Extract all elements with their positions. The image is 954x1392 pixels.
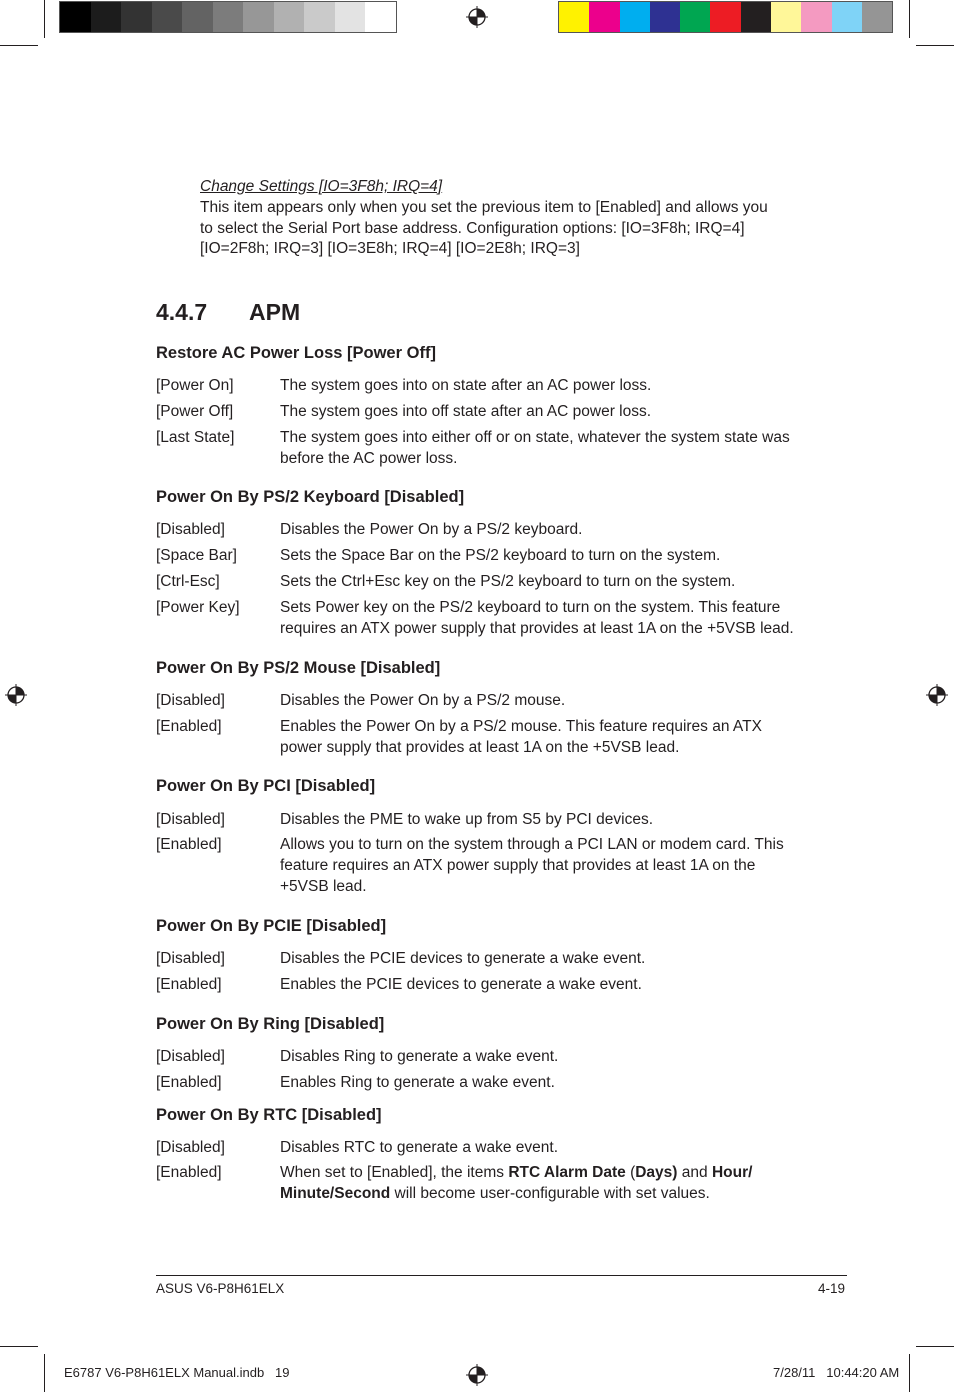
change-settings-title: Change Settings [IO=3F8h; IRQ=4]: [200, 178, 443, 195]
description-line: feature requires an ATX power supply that provides at least 1A on the: [280, 857, 756, 874]
color-swatch: [365, 2, 396, 32]
option-group-title: Power On By Ring [Disabled]: [156, 1015, 385, 1033]
option-description: [280, 1072, 810, 1093]
footer-page-number: 4-19: [818, 1281, 846, 1296]
change-settings-description: [200, 198, 800, 260]
description-line: Enables the PCIE devices to generate a wake event.: [280, 976, 642, 993]
process-color-bar: [558, 1, 893, 33]
text-segment: (: [625, 1164, 636, 1181]
crop-mark: [44, 1354, 45, 1392]
emphasized-text: Minute/Second: [280, 1185, 391, 1202]
option-description: [280, 809, 810, 830]
grayscale-color-bar: [59, 1, 397, 33]
color-swatch: [771, 2, 801, 32]
option-description: [280, 1137, 810, 1158]
option-value: [Enabled]: [156, 1074, 222, 1091]
description-line: before the AC power loss.: [280, 450, 458, 467]
registration-target-icon: [466, 6, 488, 28]
color-swatch: [832, 2, 862, 32]
option-description: [280, 571, 810, 592]
color-swatch: [182, 2, 213, 32]
option-description: [280, 974, 810, 995]
description-line: Disables RTC to generate a wake event.: [280, 1139, 559, 1156]
color-swatch: [91, 2, 122, 32]
description-line: [280, 1183, 810, 1204]
color-swatch: [243, 2, 274, 32]
description-line: The system goes into either off or on state, whatever the system state was: [280, 429, 790, 446]
option-value: [Power On]: [156, 377, 234, 394]
option-description: [280, 375, 810, 396]
crop-mark: [909, 1354, 910, 1392]
color-swatch: [335, 2, 366, 32]
description-line: Sets Power key on the PS/2 keyboard to turn on the system. This feature: [280, 599, 781, 616]
description-line: This item appears only when you set the previous item to [Enabled] and allows you: [200, 199, 768, 216]
description-line: Allows you to turn on the system through a PCI LAN or modem card. This: [280, 836, 784, 853]
crop-mark: [909, 0, 910, 38]
text-segment: and: [677, 1164, 712, 1181]
section-number: 4.4.7: [156, 299, 208, 325]
color-swatch: [862, 2, 892, 32]
description-line: Sets the Space Bar on the PS/2 keyboard to turn on the system.: [280, 547, 721, 564]
section-title: APM: [249, 299, 301, 325]
crop-mark: [44, 0, 45, 38]
option-value: [Enabled]: [156, 1164, 222, 1181]
option-description: [280, 401, 810, 422]
text-segment: When set to [Enabled], the items: [280, 1164, 509, 1181]
color-swatch: [620, 2, 650, 32]
option-value: [Ctrl-Esc]: [156, 573, 220, 590]
emphasized-text: Days): [635, 1164, 678, 1181]
text-segment: will become user-configurable with set values.: [390, 1185, 710, 1202]
crop-mark: [0, 1346, 38, 1347]
description-line: Enables the Power On by a PS/2 mouse. This feature requires an ATX: [280, 718, 762, 735]
description-line: [280, 1162, 810, 1183]
option-value: [Enabled]: [156, 836, 222, 853]
option-description: [280, 948, 810, 969]
option-group-title: Power On By PCI [Disabled]: [156, 777, 376, 795]
color-swatch: [710, 2, 740, 32]
option-description: [280, 716, 810, 758]
option-value: [Space Bar]: [156, 547, 237, 564]
color-swatch: [213, 2, 244, 32]
color-swatch: [680, 2, 710, 32]
color-swatch: [121, 2, 152, 32]
print-slug-timestamp: 7/28/11 10:44:20 AM: [773, 1365, 900, 1380]
crop-mark: [916, 1346, 954, 1347]
option-value: [Disabled]: [156, 521, 225, 538]
description-line: Disables the PME to wake up from S5 by PCI devices.: [280, 811, 654, 828]
description-line: Disables Ring to generate a wake event.: [280, 1048, 559, 1065]
option-value: [Disabled]: [156, 811, 225, 828]
description-line: The system goes into off state after an AC power loss.: [280, 403, 652, 420]
option-group-title: Power On By RTC [Disabled]: [156, 1106, 382, 1124]
option-value: [Disabled]: [156, 692, 225, 709]
description-line: +5VSB lead.: [280, 878, 367, 895]
option-value: [Enabled]: [156, 718, 222, 735]
registration-target-icon: [926, 684, 948, 706]
option-value: [Disabled]: [156, 1139, 225, 1156]
description-line: The system goes into on state after an AC power loss.: [280, 377, 652, 394]
description-line: Disables the Power On by a PS/2 keyboard.: [280, 521, 583, 538]
option-group-title: Power On By PCIE [Disabled]: [156, 917, 387, 935]
option-group-title: Power On By PS/2 Mouse [Disabled]: [156, 659, 441, 677]
option-description: [280, 690, 810, 711]
color-swatch: [589, 2, 619, 32]
color-swatch: [801, 2, 831, 32]
color-swatch: [60, 2, 91, 32]
registration-target-icon: [466, 1364, 488, 1386]
description-line: Enables Ring to generate a wake event.: [280, 1074, 555, 1091]
option-description: [280, 834, 810, 897]
option-group-title: Restore AC Power Loss [Power Off]: [156, 344, 436, 362]
color-swatch: [152, 2, 183, 32]
description-line: Disables the PCIE devices to generate a wake event.: [280, 950, 646, 967]
color-swatch: [741, 2, 771, 32]
description-line: Disables the Power On by a PS/2 mouse.: [280, 692, 566, 709]
option-description: [280, 597, 810, 639]
registration-target-icon: [5, 684, 27, 706]
option-value: [Disabled]: [156, 1048, 225, 1065]
option-description: [280, 1046, 810, 1067]
crop-mark: [0, 45, 38, 46]
emphasized-text: Hour/: [711, 1164, 753, 1181]
option-group-title: Power On By PS/2 Keyboard [Disabled]: [156, 488, 465, 506]
description-line: Sets the Ctrl+Esc key on the PS/2 keyboard to turn on the system.: [280, 573, 736, 590]
color-swatch: [559, 2, 589, 32]
color-swatch: [304, 2, 335, 32]
description-line: power supply that provides at least 1A on the +5VSB lead.: [280, 739, 680, 756]
option-value: [Power Off]: [156, 403, 234, 420]
option-value: [Power Key]: [156, 599, 240, 616]
option-value: [Last State]: [156, 429, 235, 446]
option-value: [Disabled]: [156, 950, 225, 967]
color-swatch: [650, 2, 680, 32]
option-description: [280, 1162, 810, 1204]
emphasized-text: RTC Alarm Date: [508, 1164, 626, 1181]
description-line: to select the Serial Port base address. Configuration options: [IO=3F8h; IRQ=4]: [200, 219, 745, 237]
footer-model: ASUS V6-P8H61ELX: [156, 1281, 285, 1296]
option-description: [280, 519, 810, 540]
description-line: requires an ATX power supply that provides at least 1A on the +5VSB lead.: [280, 620, 794, 637]
crop-mark: [916, 45, 954, 46]
print-slug-file: E6787 V6-P8H61ELX Manual.indb 19: [64, 1365, 290, 1380]
description-line: [IO=2F8h; IRQ=3] [IO=3E8h; IRQ=4] [IO=2E8h; IRQ=3]: [200, 240, 580, 257]
footer-rule: [156, 1275, 847, 1276]
option-value: [Enabled]: [156, 976, 222, 993]
option-description: [280, 545, 810, 566]
option-description: [280, 427, 810, 469]
color-swatch: [274, 2, 305, 32]
